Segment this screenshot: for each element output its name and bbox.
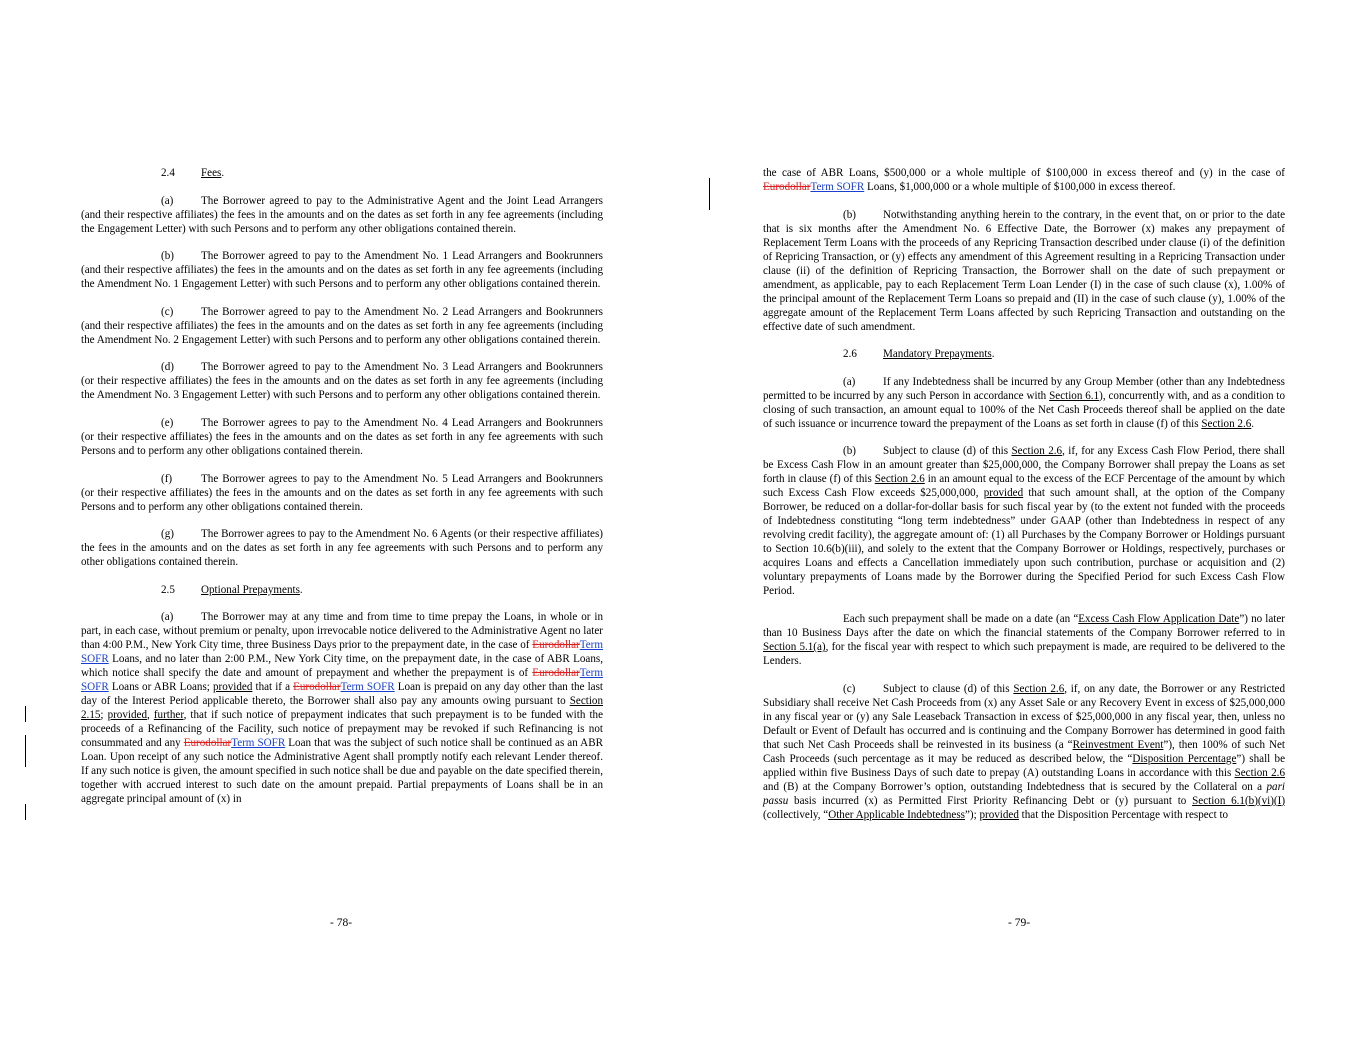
paragraph-2-4-c: (c) The Borrower agreed to pay to the Amendment No. 2 Lead Arrangers and Bookrunners (and their respective affiliates) the fees in the amounts and on the dates as set forth in any fee agreements (including the Amendment No. 2 Engagement Letter) with such Persons and to perform any other obligations contained therein. (81, 305, 603, 346)
section-reference: Section 6.1(b)(vi)(I) (1192, 794, 1286, 807)
page-number: - 78- (330, 917, 353, 929)
section-number: 2.4 (161, 167, 175, 179)
section-reference: Section 2.6 (874, 473, 925, 486)
paragraph-2-6-c: (c) Subject to clause (d) of this Section 2.6, if, on any date, the Borrower or any Restricted Subsidiary shall receive Net Cash Proceeds from (x) any Asset Sale or any Recovery Event in excess of $25,000,000 in any fiscal year or (y) any Sale Leaseback Transaction in excess of $25,000,000 in any fiscal year, then, unless no Default or Event of Default has occurred and is continuing and the Company Borrower has determined in good faith that such Net Cash Proceeds shall be reinvested in its business (a “Reinvestment Event”), then 100% of such Net Cash Proceeds (such percentage as it may be reduced as described below, the “Disposition Percentage”) shall be applied within five Business Days of such date to prepay (A) outstanding Loans in accordance with this Section 2.6 and (B) at the Company Borrower’s option, outstanding Indebtedness that is secured by the Collateral on a pari passu basis incurred (x) as Permitted First Priority Refinancing Debt or (y) pursuant to Section 6.1(b)(vi)(I) (collectively, “Other Applicable Indebtedness”); provided that the Disposition Percentage with respect to (763, 682, 1286, 821)
defined-term: Reinvestment Event (1072, 738, 1164, 751)
inserted-text: Term SOFR (231, 737, 286, 750)
paragraph-2-6-b: (b) Subject to clause (d) of this Section 2.6, if, for any Excess Cash Flow Period, there shall be Excess Cash Flow in an amount greater than $25,000,000, the Company Borrower shall prepay the Loans as set forth in clause (f) of this Section 2.6 in an amount equal to the excess of the ECF Percentage of the amount by which such Excess Cash Flow exceeds $25,000,000, provided that such amount shall, at the option of the Company Borrower, be reduced on a dollar-for-dollar basis for such fiscal year by (to the extent not funded with the proceeds of Indebtedness constituting “long term indebtedness” under GAAP (other than Indebtedness in respect of any revolving credit facility), the aggregate amount of: (1) all Purchases by the Company Borrower or Holdings pursuant to Section 10.6(b)(iii), and solely to the extent that the Company Borrower or Holdings, respectively, purchases or acquires Loans and effects a Cancellation immediately upon such contribution, purchase or acquisition and (2) voluntary prepayments of Loans made by the Borrower during the Specified Period for such Excess Cash Flow Period. (763, 445, 1285, 598)
change-bar (25, 804, 26, 820)
paragraph-2-4-d: (d) The Borrower agreed to pay to the Amendment No. 3 Lead Arrangers and Bookrunners (or their respective affiliates) the fees in the amounts and on the dates as set forth in any fee agreements (including the Amendment No. 3 Engagement Letter) with such Persons and to perform any other obligations contained therein. (81, 361, 603, 402)
section-title: Mandatory Prepayments (883, 348, 992, 361)
paragraph-2-4-a: (a) The Borrower agreed to pay to the Administrative Agent and the Joint Lead Arrangers (and their respective affiliates) the fees in the amounts and on the dates as set forth in any fee agreements (including the Engagement Letter) with such Persons and to perform any other obligations contained therein. (81, 194, 603, 235)
defined-term: Excess Cash Flow Application Date (1078, 612, 1240, 625)
change-bar (709, 178, 710, 210)
defined-term: Other Applicable Indebtedness (828, 808, 965, 821)
deleted-text: Eurodollar (763, 181, 811, 193)
paragraph-2-5-a-continued: the case of ABR Loans, $500,000 or a whole multiple of $100,000 in excess thereof and (y) in the case of EurodollarTerm SOFR Loans, $1,000,000 or a whole multiple of $100,000 in excess thereof. (763, 167, 1285, 193)
paragraph-2-6-a: (a) If any Indebtedness shall be incurred by any Group Member (other than any Indebtedness permitted to be incurred by any such Person in accordance with Section 6.1), concurrently with, and as a condition to closing of such transaction, an amount equal to 100% of the Net Cash Proceeds thereof shall be applied on the date of such issuance or incurrence toward the prepayment of the Loans as set forth in clause (f) of this Section 2.6. (763, 375, 1285, 430)
inserted-text: Term SOFR (81, 667, 603, 694)
deleted-text: Eurodollar (293, 681, 341, 694)
paragraph-2-6-b-continued: Each such prepayment shall be made on a date (an “Excess Cash Flow Application Date”) no later than 10 Business Days after the date on which the financial statements of the Company Borrower referred to in Section 5.1(a), for the fiscal year with respect to which such prepayment is made, are required to be delivered to the Lenders. (763, 612, 1286, 667)
section-reference: Section 2.6 (1201, 417, 1252, 430)
page-79 (683, 0, 1365, 1055)
page-number: - 79- (1008, 917, 1031, 929)
paragraph-2-5-a: (a) The Borrower may at any time and from time to time prepay the Loans, in whole or in part, in each case, without premium or penalty, upon irrevocable notice delivered to the Administrative Agent no later than 4:00 P.M., New York City time, three Business Days prior to the prepayment date, in the case of EurodollarTerm SOFR Loans, and no later than 2:00 P.M., New York City time, on the prepayment date, in the case of ABR Loans, which notice shall specify the date and amount of prepayment and whether the prepayment is of EurodollarTerm SOFR Loans or ABR Loans; provided that if a EurodollarTerm SOFR Loan is prepaid on any day other than the last day of the Interest Period applicable thereto, the Borrower shall also pay any amounts owing pursuant to Section 2.15; provided, further, that if such notice of prepayment indicates that such prepayment is to be funded with the proceeds of a Refinancing of the Facility, such notice of prepayment may be revoked if such Refinancing is not consummated and any EurodollarTerm SOFR Loan that was the subject of such notice shall be continued as an ABR Loan. Upon receipt of any such notice the Administrative Agent shall promptly notify each relevant Lender thereof. If any such notice is given, the amount specified in such notice shall be due and payable on the date specified therein, together with accrued interest to such date on the amount prepaid. Partial prepayments of Loans shall be in an aggregate principal amount of (x) in (81, 611, 604, 806)
change-bar (25, 706, 26, 722)
paragraph-2-4-b: (b) The Borrower agreed to pay to the Amendment No. 1 Lead Arrangers and Bookrunners (and their respective affiliates) the fees in the amounts and on the dates as set forth in any fee agreements (including the Amendment No. 1 Engagement Letter) with such Persons and to perform any other obligations contained therein. (81, 250, 603, 291)
page-79-column (763, 166, 1285, 835)
paragraph-2-4-g: (g) The Borrower agrees to pay to the Amendment No. 6 Agents (or their respective affiliates) the fees in the amounts and on the dates as set forth in any fee agreements with such Persons and to perform any other obligations contained therein. (81, 528, 603, 569)
section-number: 2.5 (161, 583, 175, 596)
section-title: Fees (201, 167, 222, 179)
section-number: 2.6 (843, 348, 857, 361)
change-bar (25, 735, 26, 767)
paragraph-2-4-e: (e) The Borrower agrees to pay to the Amendment No. 4 Lead Arrangers and Bookrunners (or their respective affiliates) the fees in the amounts and on the dates as set forth in any fee agreements with such Persons and to perform any other obligations contained therein. (81, 416, 603, 457)
section-reference: Section 2.6 (1234, 766, 1285, 779)
section-reference: Section 2.6 (1011, 445, 1063, 458)
deleted-text: Eurodollar (532, 667, 580, 680)
inserted-text: Term SOFR (340, 681, 395, 694)
page-78 (0, 0, 682, 1055)
section-reference: Section 2.6 (1013, 682, 1065, 695)
section-2-4-heading: 2.4 Fees. (161, 167, 225, 179)
section-2-5-heading: 2.5 Optional Prepayments. (161, 583, 303, 596)
section-reference: Section 5.1(a) (763, 640, 826, 653)
deleted-text: Eurodollar (532, 639, 580, 652)
paragraph-2-5-b: (b) Notwithstanding anything herein to the contrary, in the event that, on or prior to the date that is six months after the Amendment No. 6 Effective Date, the Borrower (x) makes any prepayment of Replacement Term Loans with the proceeds of any Repricing Transaction described under clause (i) of the definition of Repricing Transaction, or (y) effects any amendment of this Agreement resulting in a Repricing Transaction under clause (ii) of the definition of Repricing Transaction, the Borrower shall on the date of such prepayment or amendment, as applicable, pay to each Replacement Term Loan Lender (I) in the case of such clause (x), 1.00% of the principal amount of the Replacement Term Loans so prepaid and (II) in the case of such clause (y), 1.00% of the aggregate amount of the Replacement Term Loans affected by such Repricing Transaction and outstanding on the effective date of such amendment. (763, 208, 1285, 333)
inserted-text: Term SOFR (810, 181, 865, 193)
section-2-6-heading: 2.6 Mandatory Prepayments. (843, 348, 995, 361)
inserted-text: Term SOFR (81, 639, 603, 666)
page-78-column (81, 166, 603, 820)
section-reference: Section 6.1 (1049, 389, 1100, 402)
section-title: Optional Prepayments (201, 583, 300, 596)
defined-term: Disposition Percentage (1132, 752, 1237, 765)
section-reference: Section 2.15 (81, 695, 603, 722)
deleted-text: Eurodollar (183, 737, 232, 750)
paragraph-2-4-f: (f) The Borrower agrees to pay to the Amendment No. 5 Lead Arrangers and Bookrunners (or their respective affiliates) the fees in the amounts and on the dates as set forth in any fee agreements with such Persons and to perform any other obligations contained therein. (81, 472, 603, 513)
